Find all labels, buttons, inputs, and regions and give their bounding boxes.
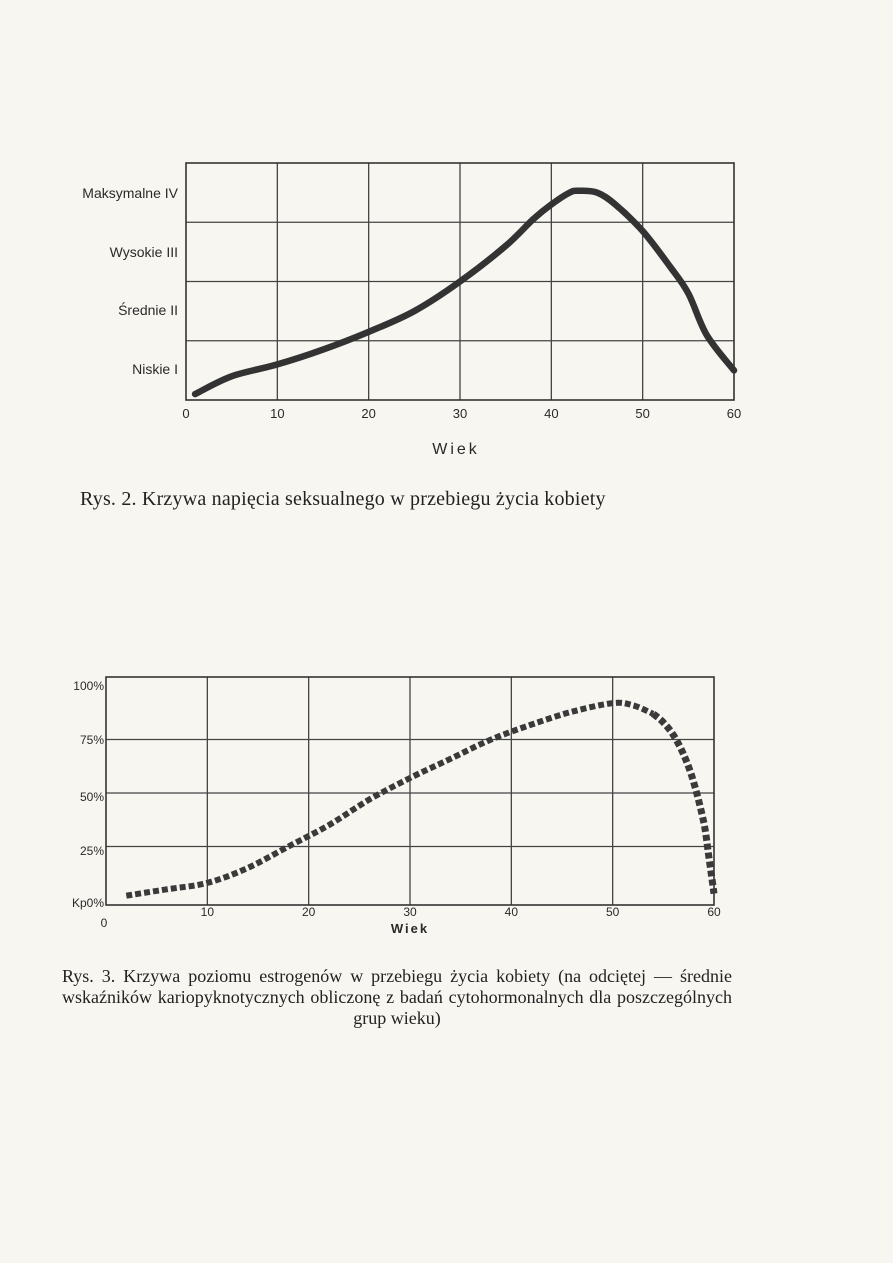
chart2-grid — [106, 677, 714, 905]
y-tick-label-niskie: Niskie I — [132, 361, 178, 377]
chart2-series — [126, 703, 714, 896]
chart1-x-tick-labels — [182, 406, 741, 421]
y-tick-label-100: 100% — [73, 679, 104, 693]
y-tick-label-25: 25% — [79, 844, 104, 858]
chart2-x-tick-label: 0 — [100, 916, 108, 930]
chart2-x-tick-label: 10 — [200, 905, 215, 919]
chart2-y-tick-labels — [72, 679, 104, 910]
sexual-tension-chart — [82, 163, 741, 458]
estrogen-level-chart — [72, 677, 721, 936]
chart2-series-line — [126, 703, 653, 896]
chart1-x-tick-label: 50 — [635, 406, 650, 421]
y-tick-label-srednie: Średnie II — [118, 302, 178, 318]
chart2-series-line — [653, 714, 714, 894]
chart1-x-axis-label: Wiek — [432, 441, 480, 458]
figure-3-caption: Rys. 3. Krzywa poziomu estrogenów w przebiegu życia kobiety (na odciętej — średnie wskaźników kariopyknotycznych obliczonę z badań cytohormonalnych dla poszczególnych grup wieku) — [62, 966, 732, 1028]
chart1-x-tick-label: 0 — [182, 406, 190, 421]
chart1-x-tick-label: 10 — [270, 406, 285, 421]
chart2-x-tick-label: 60 — [707, 905, 721, 919]
chart2-x-axis-label: Wiek — [390, 921, 430, 936]
chart1-x-tick-label: 60 — [726, 406, 742, 421]
chart2-x-tick-label: 20 — [301, 905, 316, 919]
figure-2-caption: Rys. 2. Krzywa napięcia seksualnego w przebiegu życia kobiety — [80, 488, 606, 510]
y-tick-label-50: 50% — [79, 790, 104, 804]
y-tick-label-75: 75% — [79, 733, 104, 747]
chart1-x-tick-label: 40 — [544, 406, 559, 421]
y-tick-label-kp0: Kp0% — [71, 896, 104, 910]
chart2-x-tick-label: 30 — [403, 905, 417, 919]
y-tick-label-maksymalne: Maksymalne IV — [82, 185, 178, 201]
chart1-x-tick-label: 20 — [361, 406, 376, 421]
chart2-x-tick-label: 40 — [504, 905, 519, 919]
chart1-x-tick-label: 30 — [452, 406, 468, 421]
y-tick-label-wysokie: Wysokie III — [109, 244, 178, 260]
chart1-y-tick-labels — [82, 185, 178, 377]
chart2-x-tick-label: 50 — [605, 905, 620, 919]
chart1-series-line — [195, 191, 734, 394]
